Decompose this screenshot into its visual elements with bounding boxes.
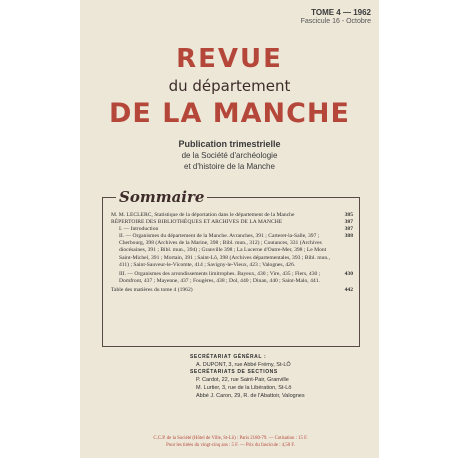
toc-entry-page: 388 xyxy=(344,233,353,240)
publication-description xyxy=(80,139,379,172)
secretariat-general-line: A. DUPONT, 3, rue Abbé Frémy, St-LÔ xyxy=(196,362,291,368)
toc-entry xyxy=(111,287,353,294)
toc-entry-text: III. — Organismes des arrondissements limitrophes. Bayeux, 430 ; Vire, 435 ; Flers, 430 ; Domfront, 437 ; Mayenne, 437 ; Fougères, 438 ; Dol, 440 ; Dinan, 440 ; Saint-Malo, 441. xyxy=(119,270,321,284)
toc-entry-page: 387 xyxy=(344,226,353,233)
title-du-departement: du département xyxy=(168,77,291,95)
title-revue: REVUE xyxy=(176,44,283,74)
publication-line-3: et d'histoire de la Manche xyxy=(184,162,275,171)
toc-entry-text: Table des matières du tome 4 (1962) xyxy=(111,286,193,293)
toc-entry-page: 430 xyxy=(344,270,353,277)
title-de-la-manche: DE LA MANCHE xyxy=(109,98,350,129)
secretariat-general-heading: SECRÉTARIAT GÉNÉRAL : xyxy=(190,354,267,360)
publication-line-1: Publication trimestrielle xyxy=(178,139,281,149)
table-of-contents xyxy=(111,212,353,294)
toc-entry-text: RÉPERTOIRE DES BIBLIOTHÈQUES ET ARCHIVES DE LA MANCHE xyxy=(111,219,283,226)
title-block xyxy=(80,44,379,172)
toc-entry-page: 442 xyxy=(344,286,353,293)
toc-entry xyxy=(111,226,353,233)
toc-entry xyxy=(111,233,353,268)
toc-entry xyxy=(111,219,353,226)
secretariat-block xyxy=(190,354,370,400)
journal-cover xyxy=(80,0,379,458)
toc-entry-text: I. — Introduction xyxy=(119,226,159,233)
footer-line-1: C.C.P. de la Société (Hôtel de Ville, St-Lô) : Paris 2180-79. — Cotisation : 15 F. xyxy=(153,436,308,441)
issue-info xyxy=(231,8,371,26)
table-of-contents-box xyxy=(102,197,360,347)
tome-label: TOME 4 — 1962 xyxy=(311,8,371,17)
publication-line-2: de la Société d'archéologie xyxy=(181,151,278,160)
toc-entry-page: 385 xyxy=(344,212,353,218)
toc-entry xyxy=(111,271,353,285)
toc-entry-text: II. — Organismes du département de la Manche. Avranches, 391 ; Carteret-la-Salle, 397 ; Cherbourg, 398 (Archives de la Marine, 398 ; Bibl. mun., 312) ; Coutances, 331 (Archives diocésaines, 391 ; Bibl. mun., 394) ; Granville 398 ; La Lucerne d'Outre-Mer, 398 ; Le Mont Saint-Michel, 391 ; Mortain, 391 ; Saint-Lô, 398 (Archives départementales, 393 ; Bibl. mun., 411) ; Saint-Sauveur-le-Vicomte, 414 ; Savigny-le-Vieux, 423 ; Valognes, 426. xyxy=(119,233,330,268)
fascicule-label: Fascicule 16 - Octobre xyxy=(300,18,371,25)
secretariat-section-line: Abbé J. Caron, 29, R. de l'Abattoir, Valognes xyxy=(196,393,305,399)
sommaire-heading: Sommaire xyxy=(116,188,207,206)
toc-entry-page: 387 xyxy=(344,219,353,226)
secretariat-section-line: M. Lurtier, 3, rue de la Libération, St-Lô xyxy=(196,385,292,391)
footer-line-2: Pour les tirées du vingt-cinq ans : 5 F. — Prix du fascicule : 4,50 F. xyxy=(166,442,295,448)
footer-notice xyxy=(88,436,373,449)
secretariat-section-line: P. Cardot, 22, rue Saint-Pair, Granville xyxy=(196,377,289,383)
secretariat-sections-heading: SECRÉTARIATS DE SECTIONS xyxy=(190,369,278,375)
toc-entry-text: M. M. LECLERC, Statistique de la déportation dans le département de la Manche xyxy=(111,212,295,218)
